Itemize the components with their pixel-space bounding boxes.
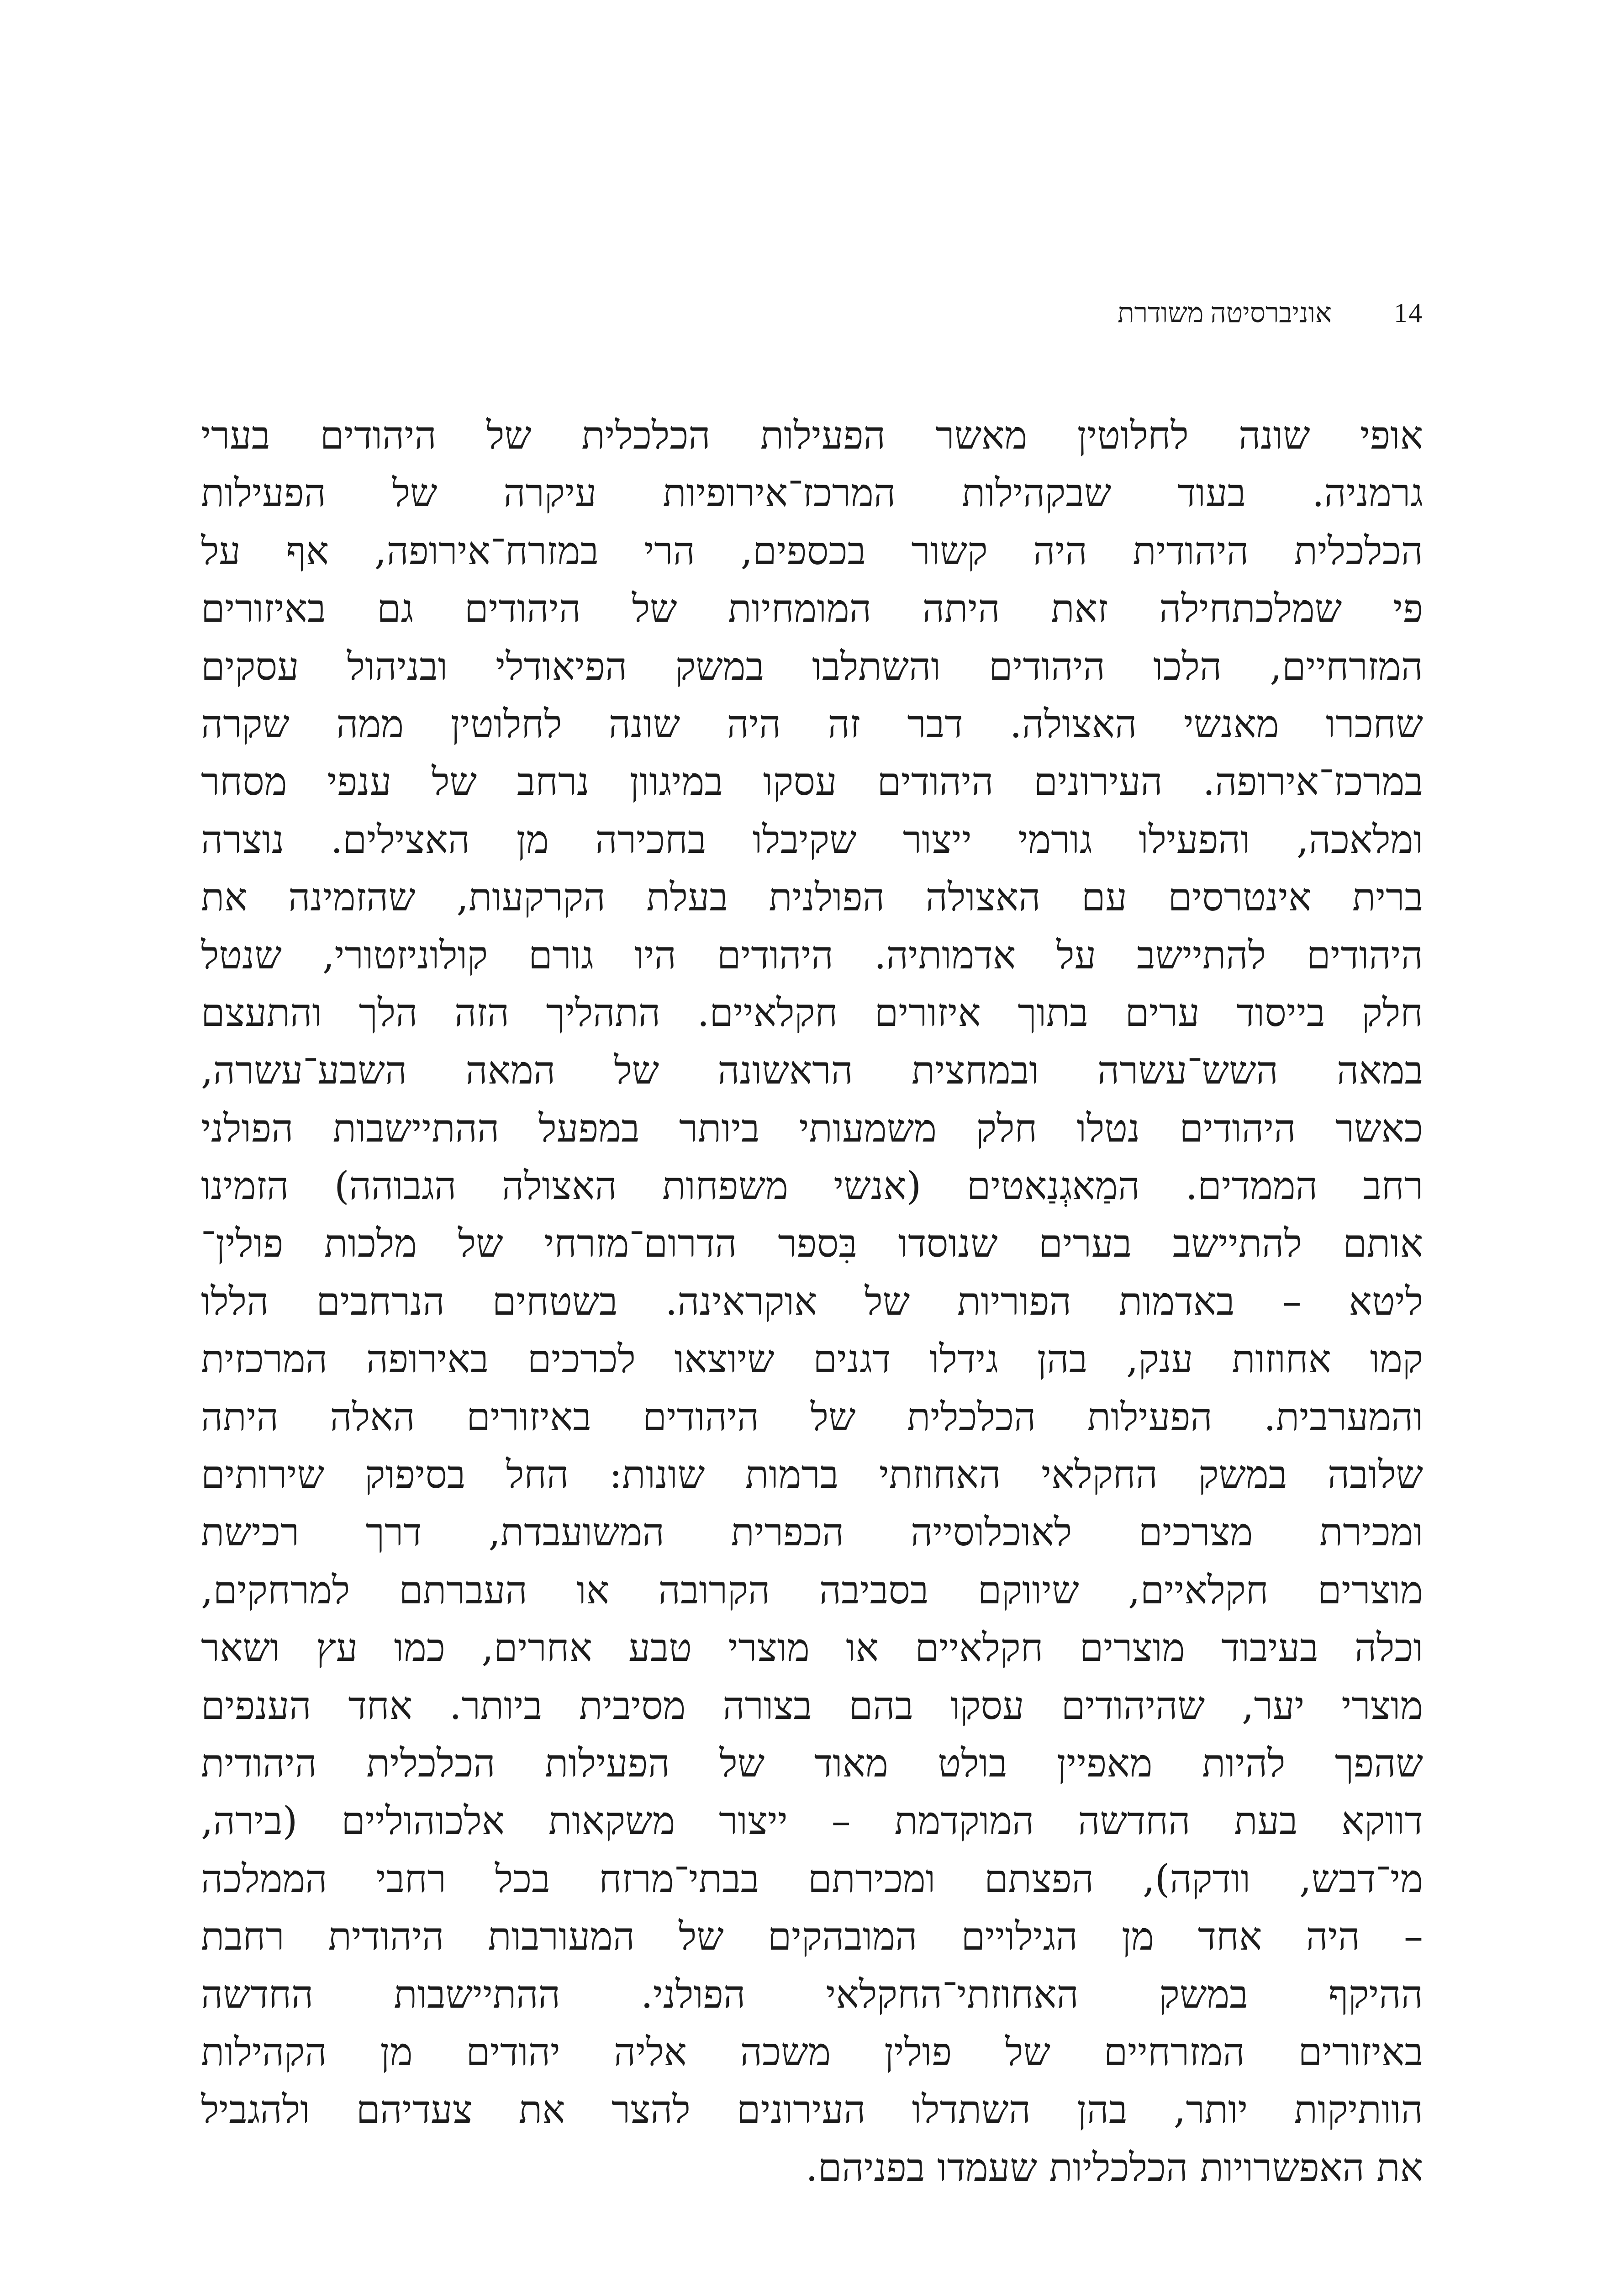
- text-line: היהודים להתיישב על אדמותיה. היהודים היו גורם קולוניזטורי, שנטל: [201, 932, 1423, 978]
- text-line: חלק בייסוד ערים בתוך איזורים חקלאיים. התהליך הזה הלך והתעצם: [201, 990, 1423, 1035]
- text-line: הכלכלית היהודית היה קשור בכספים, הרי במזרח־אירופה, אף על: [201, 528, 1423, 573]
- running-title: אוניברסיטה משודרת: [1118, 298, 1332, 328]
- text-line: מוצרים חקלאיים, שיווקם בסביבה הקרובה או העברתם למרחקים,: [201, 1567, 1423, 1613]
- body-paragraph: [201, 407, 1423, 2196]
- text-line: וכלה בעיבוד מוצרים חקלאיים או מוצרי טבע אחרים, כמו עץ ושאר: [201, 1625, 1423, 1671]
- text-line: אותם להתיישב בערים שנוסדו בִּספר הדרום־מזרחי של מלכות פולין־: [201, 1221, 1423, 1266]
- text-line: במרכז־אירופה. העירונים היהודים עסקו במיגוון נרחב של ענפי מסחר: [201, 759, 1423, 804]
- text-line: כאשר היהודים נטלו חלק משמעותי ביותר במפעל ההתיישבות הפולני: [201, 1105, 1423, 1151]
- text-line: שחכרו מאנשי האצולה. דבר זה היה שונה לחלוטין ממה שקרה: [201, 701, 1423, 746]
- text-line: – היה אחד מן הגילויים המובהקים של המעורבות היהודית רחבת: [201, 1914, 1423, 1959]
- text-line: קמו אחוזות ענק, בהן גידלו דגנים שיוצאו לכרכים באירופה המרכזית: [201, 1337, 1423, 1382]
- text-line: גרמניה. בעוד שבקהילות המרכז־אירופיות עיקרה של הפעילות: [201, 471, 1423, 516]
- text-line: במאה השש־עשרה ובמחצית הראשונה של המאה השבע־עשרה,: [201, 1048, 1423, 1093]
- text-line: הוותיקות יותר, בהן השתדלו העירונים להצר את צעדיהם ולהגביל: [201, 2087, 1423, 2132]
- text-line: ומלאכה, והפעילו גורמי ייצור שקיבלו בחכירה מן האצילים. נוצרה: [201, 817, 1423, 862]
- text-line: והמערבית. הפעילות הכלכלית של היהודים באיזורים האלה היתה: [201, 1394, 1423, 1439]
- text-line: פי שמלכתחילה זאת היתה המומחיות של היהודים גם באיזורים: [201, 586, 1423, 631]
- text-line: באיזורים המזרחיים של פולין משכה אליה יהודים מן הקהילות: [201, 2029, 1423, 2074]
- text-line: ההיקף במשק האחוזתי־החקלאי הפולני. ההתיישבות החדשה: [201, 1972, 1423, 2017]
- text-line: ברית אינטרסים עם האצולה הפולנית בעלת הקרקעות, שהזמינה את: [201, 875, 1423, 920]
- text-line: מי־דבש, וודקה), הפצתם ומכירתם בבתי־מרזח בכל רחבי הממלכה: [201, 1856, 1423, 1901]
- text-line: ומכירת מצרכים לאוכלוסייה הכפרית המשועבדת, דרך רכישת: [201, 1510, 1423, 1555]
- text-line: המזרחיים, הלכו היהודים והשתלבו במשק הפיאודלי ובניהול עסקים: [201, 644, 1423, 689]
- running-header: [201, 292, 1423, 333]
- text-line: רחב הממדים. המַאגְנַאטים (אנשי משפחות האצולה הגבוהה) הזמינו: [201, 1163, 1423, 1209]
- text-line: מוצרי יער, שהיהודים עסקו בהם בצורה מסיבית ביותר. אחד הענפים: [201, 1683, 1423, 1728]
- text-line: דווקא בעת החדשה המוקדמת – ייצור משקאות אלכוהוליים (בירה,: [201, 1798, 1423, 1844]
- text-line: את האפשרויות הכלכליות שעמדו בפניהם.: [806, 2145, 1423, 2190]
- page-number: 14: [1394, 298, 1423, 328]
- text-line: ליטא – באדמות הפוריות של אוקראינה. בשטחים הנרחבים הללו: [201, 1279, 1423, 1324]
- text-line: אופי שונה לחלוטין מאשר הפעילות הכלכלית של היהודים בערי: [201, 413, 1423, 458]
- text-line: שהפך להיות מאפיין בולט מאוד של הפעילות הכלכלית היהודית: [201, 1740, 1423, 1786]
- text-line: שלובה במשק החקלאי האחוזתי ברמות שונות: החל בסיפוק שירותים: [201, 1452, 1423, 1497]
